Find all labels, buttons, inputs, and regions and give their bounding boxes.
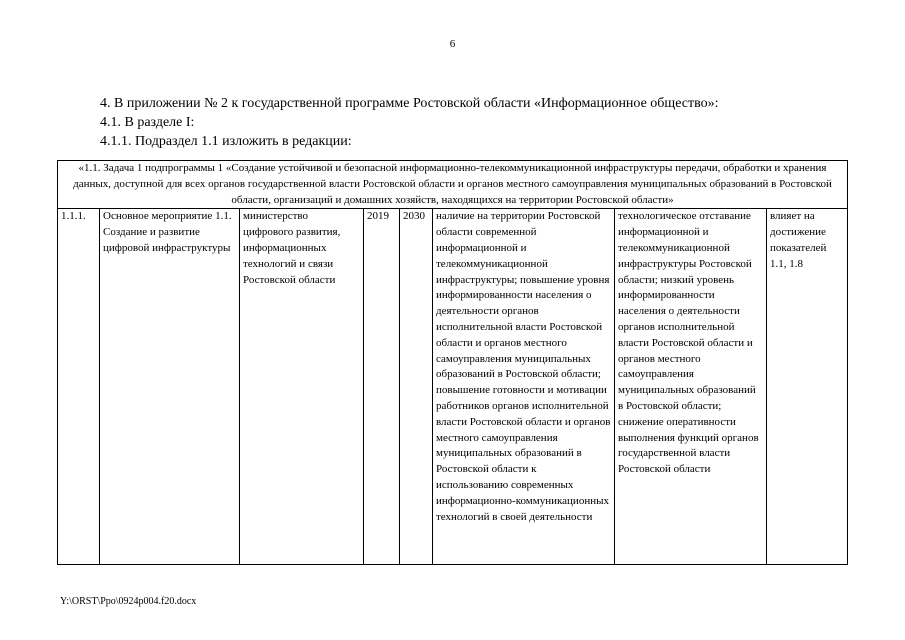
intro-line-2: 4.1. В разделе I: xyxy=(100,115,195,130)
start-year: 2019 xyxy=(364,209,400,565)
intro-line-3: 4.1.1. Подраздел 1.1 изложить в редакции: xyxy=(100,134,352,149)
end-year: 2030 xyxy=(400,209,433,565)
executor: министерство цифрового развития, информационных технологий и связи Ростовской области xyxy=(240,209,364,565)
task-header: «1.1. Задача 1 подпрограммы 1 «Создание устойчивой и безопасной информационно-телекоммуникационной инфраструктуры передачи, обработки и хранения данных, доступной для всех органов государственной власти Ростовской области и органов местного самоуправления муниципальных образований в Ростовской области, организаций и домашних хозяйств, находящихся на территории Ростовской области» xyxy=(58,161,848,209)
table-header-row xyxy=(58,161,848,209)
table-row xyxy=(58,209,848,565)
program-table xyxy=(57,160,848,565)
intro-line-1: 4. В приложении № 2 к государственной программе Ростовской области «Информационное общество»: xyxy=(100,96,719,111)
file-path-footer: Y:\ORST\Ppo\0924p004.f20.docx xyxy=(60,596,197,607)
page-number: 6 xyxy=(449,38,456,50)
expected-result: наличие на территории Ростовской области современной информационной и телекоммуникационной инфраструктуры; повышение уровня информированности населения о деятельности органов исполнительной власти Ростовской области и органов местного самоуправления муниципальных образований в Ростовской области; повышение готовности и мотивации работников органов исполнительной власти Ростовской области и органов местного самоуправления муниципальных образований в Ростовской области к использованию современных информационно-коммуникационных технологий в своей деятельности xyxy=(433,209,615,565)
row-number: 1.1.1. xyxy=(58,209,100,565)
indicator-relation: влияет на достижение показателей 1.1, 1.8 xyxy=(767,209,848,565)
intro-text xyxy=(100,94,719,151)
consequences: технологическое отставание информационной и телекоммуникационной инфраструктуры Ростовской области; низкий уровень информированности населения о деятельности органов исполнительной власти Ростовской области и органов местного самоуправления муниципальных образований в Ростовской области; снижение оперативности выполнения функций органов государственной власти Ростовской области xyxy=(615,209,767,565)
measure-name: Основное мероприятие 1.1. Создание и развитие цифровой инфраструктуры xyxy=(100,209,240,565)
